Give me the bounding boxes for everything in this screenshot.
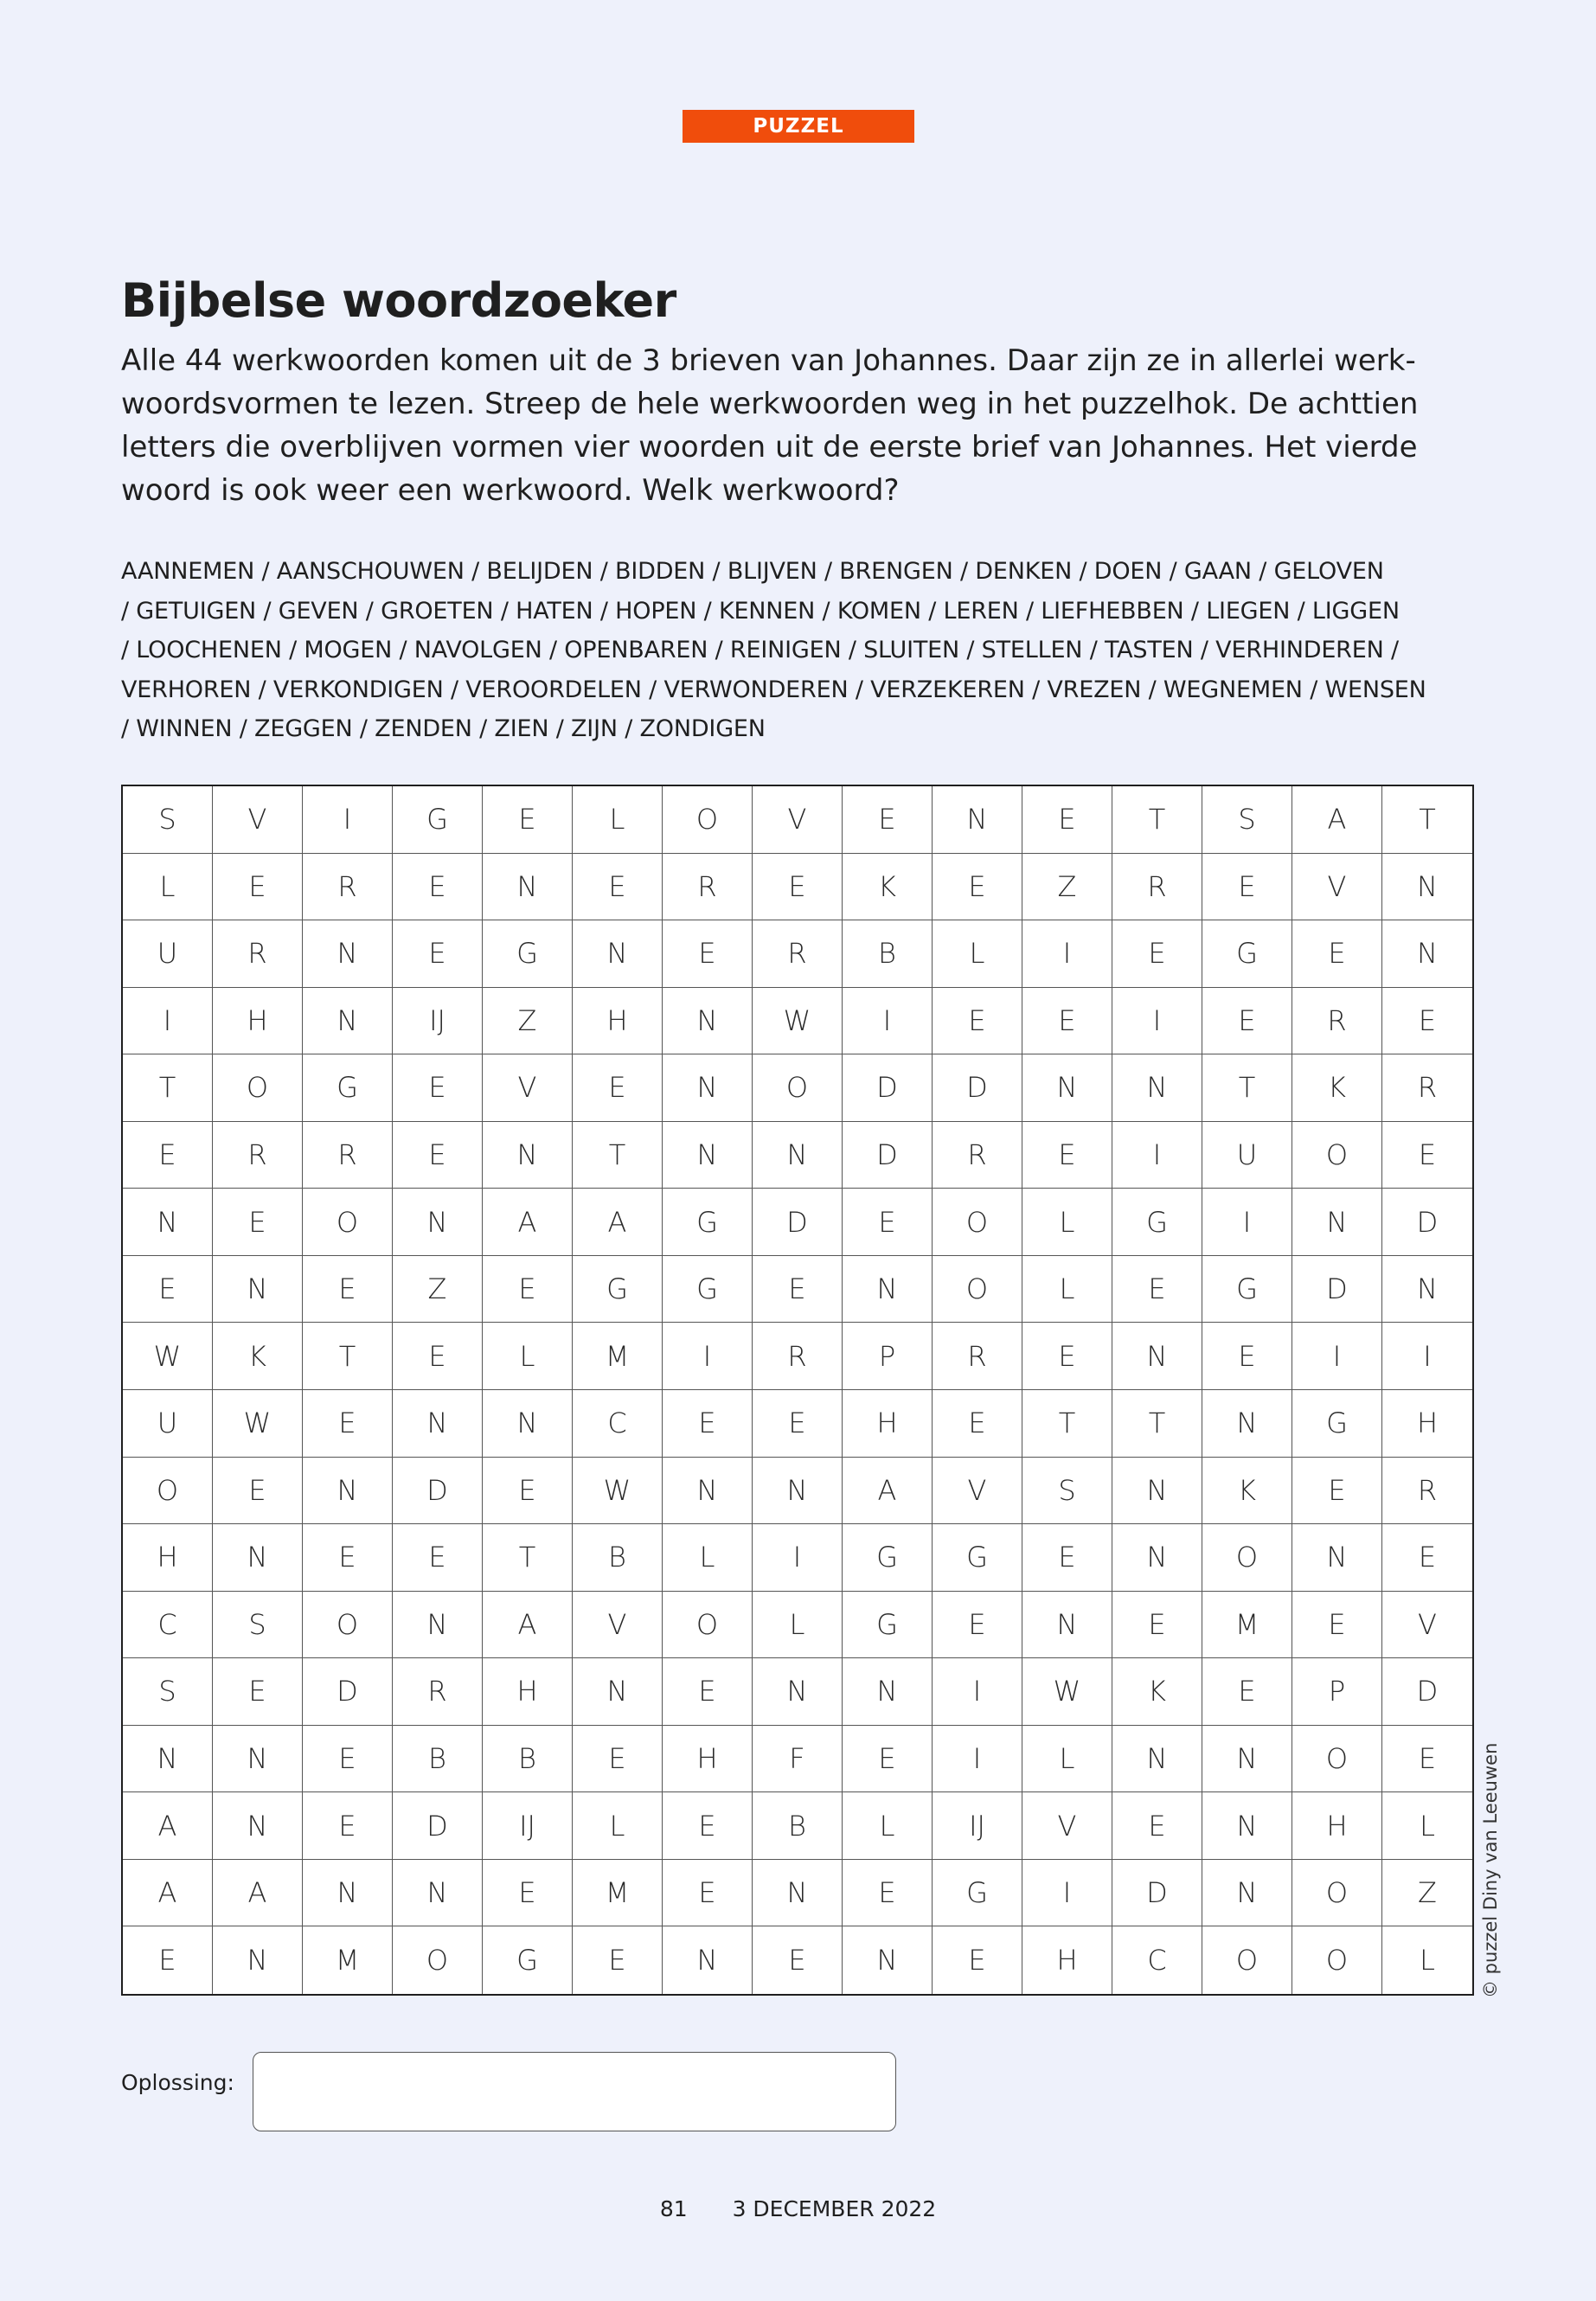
grid-cell[interactable]: N — [213, 1726, 303, 1793]
grid-cell[interactable]: V — [1022, 1792, 1112, 1860]
grid-cell[interactable]: N — [1112, 1323, 1202, 1390]
grid-cell[interactable]: E — [933, 854, 1022, 921]
grid-cell[interactable]: E — [123, 1926, 213, 1994]
grid-cell[interactable]: E — [393, 1122, 483, 1189]
grid-cell[interactable]: C — [123, 1592, 213, 1659]
grid-cell[interactable]: G — [483, 920, 573, 988]
grid-cell[interactable]: O — [303, 1592, 393, 1659]
grid-cell[interactable]: V — [483, 1054, 573, 1122]
grid-cell[interactable]: D — [843, 1054, 933, 1122]
grid-cell[interactable]: E — [213, 1458, 303, 1525]
grid-cell[interactable]: H — [1382, 1390, 1472, 1458]
grid-cell[interactable]: E — [1292, 920, 1382, 988]
grid-cell[interactable]: R — [753, 920, 843, 988]
grid-cell[interactable]: E — [123, 1256, 213, 1324]
grid-cell[interactable]: E — [1112, 920, 1202, 988]
puzzle-credit: © puzzel Diny van Leeuwen — [1480, 1742, 1501, 1998]
word-list-line: / LOOCHENEN / MOGEN / NAVOLGEN / OPENBAREN / REINIGEN / SLUITEN / STELLEN / TASTEN / VERHINDEREN / — [121, 637, 1399, 663]
grid-cell[interactable]: E — [1022, 786, 1112, 854]
grid-cell[interactable]: D — [393, 1792, 483, 1860]
grid-cell[interactable]: G — [933, 1524, 1022, 1592]
grid-cell[interactable]: O — [393, 1926, 483, 1994]
grid-cell[interactable]: B — [573, 1524, 663, 1592]
grid-cell[interactable]: N — [663, 988, 753, 1055]
grid-cell[interactable]: E — [843, 1726, 933, 1793]
grid-cell[interactable]: O — [123, 1458, 213, 1525]
grid-cell[interactable]: N — [393, 1860, 483, 1927]
grid-cell[interactable]: N — [303, 1458, 393, 1525]
grid-cell[interactable]: E — [303, 1726, 393, 1793]
grid-cell[interactable]: I — [1292, 1323, 1382, 1390]
grid-cell[interactable]: W — [753, 988, 843, 1055]
grid-cell[interactable]: E — [1022, 1122, 1112, 1189]
grid-cell[interactable]: G — [933, 1860, 1022, 1927]
grid-cell[interactable]: E — [393, 1323, 483, 1390]
grid-cell[interactable]: R — [933, 1122, 1022, 1189]
grid-cell[interactable]: L — [1022, 1726, 1112, 1793]
grid-cell[interactable]: N — [483, 854, 573, 921]
grid-cell[interactable]: L — [753, 1592, 843, 1659]
grid-cell[interactable]: IJ — [393, 988, 483, 1055]
grid-cell[interactable]: E — [303, 1256, 393, 1324]
grid-cell[interactable]: R — [1382, 1054, 1472, 1122]
grid-cell[interactable]: E — [573, 854, 663, 921]
grid-cell[interactable]: E — [1202, 988, 1292, 1055]
grid-cell[interactable]: O — [1292, 1860, 1382, 1927]
grid-cell[interactable]: T — [303, 1323, 393, 1390]
grid-cell[interactable]: E — [753, 854, 843, 921]
grid-cell[interactable]: E — [483, 1256, 573, 1324]
page-number: 81 — [659, 2196, 688, 2221]
grid-cell[interactable]: E — [1382, 988, 1472, 1055]
page-title: Bijbelse woordzoeker — [121, 273, 676, 328]
grid-cell[interactable]: N — [663, 1054, 753, 1122]
grid-cell[interactable]: D — [1382, 1189, 1472, 1256]
grid-cell[interactable]: W — [1022, 1658, 1112, 1726]
grid-cell[interactable]: O — [1202, 1524, 1292, 1592]
grid-cell[interactable]: D — [843, 1122, 933, 1189]
grid-cell[interactable]: E — [483, 786, 573, 854]
grid-cell[interactable]: I — [123, 988, 213, 1055]
grid-cell[interactable]: B — [483, 1726, 573, 1793]
grid-cell[interactable]: I — [753, 1524, 843, 1592]
grid-cell[interactable]: I — [933, 1658, 1022, 1726]
grid-cell[interactable]: H — [483, 1658, 573, 1726]
grid-cell[interactable]: C — [1112, 1926, 1202, 1994]
grid-cell[interactable]: G — [843, 1524, 933, 1592]
grid-cell[interactable]: E — [303, 1390, 393, 1458]
grid-cell[interactable]: N — [303, 988, 393, 1055]
grid-cell[interactable]: O — [1202, 1926, 1292, 1994]
grid-cell[interactable]: G — [1292, 1390, 1382, 1458]
grid-cell[interactable]: O — [303, 1189, 393, 1256]
grid-cell[interactable]: R — [663, 854, 753, 921]
grid-cell[interactable]: F — [753, 1726, 843, 1793]
grid-cell[interactable]: T — [1382, 786, 1472, 854]
grid-cell[interactable]: E — [933, 1592, 1022, 1659]
grid-cell[interactable]: W — [573, 1458, 663, 1525]
grid-cell[interactable]: IJ — [933, 1792, 1022, 1860]
grid-cell[interactable]: R — [753, 1323, 843, 1390]
grid-cell[interactable]: E — [573, 1726, 663, 1793]
grid-cell[interactable]: IJ — [483, 1792, 573, 1860]
grid-cell[interactable]: K — [1112, 1658, 1202, 1726]
grid-cell[interactable]: U — [123, 1390, 213, 1458]
grid-cell[interactable]: T — [1022, 1390, 1112, 1458]
grid-cell[interactable]: N — [1292, 1524, 1382, 1592]
grid-cell[interactable]: R — [303, 1122, 393, 1189]
grid-cell[interactable]: G — [663, 1256, 753, 1324]
grid-cell[interactable]: N — [1112, 1458, 1202, 1525]
grid-cell[interactable]: E — [1202, 1323, 1292, 1390]
grid-cell[interactable]: H — [1022, 1926, 1112, 1994]
grid-cell[interactable]: E — [573, 1054, 663, 1122]
grid-cell[interactable]: B — [843, 920, 933, 988]
grid-cell[interactable]: R — [213, 920, 303, 988]
grid-cell[interactable]: S — [123, 1658, 213, 1726]
grid-cell[interactable]: A — [1292, 786, 1382, 854]
grid-cell[interactable]: N — [753, 1658, 843, 1726]
grid-cell[interactable]: S — [123, 786, 213, 854]
intro-text — [121, 339, 1488, 512]
grid-cell[interactable]: I — [1202, 1189, 1292, 1256]
grid-cell[interactable]: N — [1112, 1524, 1202, 1592]
grid-cell[interactable]: N — [393, 1189, 483, 1256]
grid-cell[interactable]: V — [573, 1592, 663, 1659]
grid-cell[interactable]: E — [303, 1524, 393, 1592]
word-list-line: / WINNEN / ZEGGEN / ZENDEN / ZIEN / ZIJN / ZONDIGEN — [121, 715, 766, 742]
grid-cell[interactable]: N — [213, 1524, 303, 1592]
issue-date: 3 DECEMBER 2022 — [732, 2196, 937, 2221]
grid-cell[interactable]: S — [213, 1592, 303, 1659]
grid-cell[interactable]: G — [1202, 920, 1292, 988]
grid-cell[interactable]: L — [1420, 1944, 1435, 1977]
grid-cell[interactable]: I — [843, 988, 933, 1055]
grid-cell[interactable]: G — [303, 1054, 393, 1122]
grid-cell[interactable]: O — [213, 1054, 303, 1122]
grid-cell[interactable]: T — [573, 1122, 663, 1189]
word-list-line: / GETUIGEN / GEVEN / GROETEN / HATEN / HOPEN / KENNEN / KOMEN / LEREN / LIEFHEBBEN / LIEGEN / LIGGEN — [121, 597, 1400, 625]
grid-cell[interactable]: E — [933, 1390, 1022, 1458]
grid-cell[interactable]: N — [843, 1256, 933, 1324]
grid-cell[interactable]: E — [1292, 1592, 1382, 1659]
grid-cell[interactable]: B — [393, 1726, 483, 1793]
grid-cell[interactable]: A — [213, 1860, 303, 1927]
grid-cell[interactable]: T — [1112, 786, 1202, 854]
grid-cell[interactable]: E — [663, 1860, 753, 1927]
grid-cell[interactable]: E — [663, 1792, 753, 1860]
grid-cell[interactable]: E — [933, 1926, 1022, 1994]
grid-cell[interactable]: G — [393, 786, 483, 854]
grid-cell[interactable]: E — [663, 1390, 753, 1458]
intro-line: woord is ook weer een werkwoord. Welk werkwoord? — [121, 473, 900, 508]
grid-cell[interactable]: E — [1022, 988, 1112, 1055]
grid-cell[interactable]: I — [1022, 1860, 1112, 1927]
grid-cell[interactable]: E — [753, 1926, 843, 1994]
grid-cell[interactable]: R — [1292, 988, 1382, 1055]
grid-cell[interactable]: N — [1022, 1054, 1112, 1122]
grid-cell[interactable]: L — [933, 920, 1022, 988]
word-search-grid[interactable] — [121, 785, 1474, 1996]
grid-cell[interactable]: M — [573, 1860, 663, 1927]
grid-cell[interactable]: E — [303, 1792, 393, 1860]
grid-cell[interactable]: L — [1022, 1189, 1112, 1256]
grid-cell[interactable]: P — [1292, 1658, 1382, 1726]
grid-cell[interactable]: R — [933, 1323, 1022, 1390]
grid-cell[interactable]: O — [1292, 1726, 1382, 1793]
grid-cell[interactable]: G — [1202, 1256, 1292, 1324]
grid-cell[interactable]: N — [843, 1658, 933, 1726]
grid-cell[interactable]: V — [1292, 854, 1382, 921]
grid-cell[interactable]: G — [663, 1189, 753, 1256]
grid-cell[interactable]: N — [483, 1122, 573, 1189]
grid-cell[interactable]: E — [483, 1860, 573, 1927]
grid-cell[interactable]: E — [483, 1458, 573, 1525]
intro-line: Alle 44 werkwoorden komen uit de 3 brieven van Johannes. Daar zijn ze in allerlei werk- — [121, 343, 1416, 378]
grid-cell[interactable]: L — [483, 1323, 573, 1390]
grid-cell[interactable]: I — [933, 1726, 1022, 1793]
page-footer — [0, 2196, 1596, 2221]
grid-cell[interactable]: N — [1202, 1860, 1292, 1927]
grid-cell[interactable]: G — [843, 1592, 933, 1659]
grid-cell[interactable]: N — [573, 920, 663, 988]
grid-cell[interactable]: L — [573, 786, 663, 854]
word-list-line: AANNEMEN / AANSCHOUWEN / BELIJDEN / BIDDEN / BLIJVEN / BRENGEN / DENKEN / DOEN / GAAN / GELOVEN — [121, 558, 1384, 585]
grid-cell[interactable]: A — [123, 1792, 213, 1860]
grid-cell[interactable]: N — [1112, 1054, 1202, 1122]
grid-cell[interactable]: U — [123, 920, 213, 988]
grid-cell[interactable]: L — [573, 1792, 663, 1860]
grid-cell[interactable]: N — [1382, 920, 1472, 988]
grid-cell[interactable]: L — [663, 1524, 753, 1592]
grid-cell[interactable]: A — [573, 1189, 663, 1256]
grid-cell[interactable]: R — [303, 854, 393, 921]
grid-cell[interactable]: D — [303, 1658, 393, 1726]
grid-cell[interactable]: N — [753, 1122, 843, 1189]
grid-cell[interactable]: A — [123, 1860, 213, 1927]
grid-cell[interactable]: E — [393, 1524, 483, 1592]
grid-cell[interactable]: V — [753, 786, 843, 854]
grid-cell[interactable]: H — [1292, 1792, 1382, 1860]
grid-cell[interactable]: E — [1292, 1458, 1382, 1525]
word-list — [121, 552, 1492, 749]
grid-cell[interactable]: N — [1112, 1726, 1202, 1793]
grid-cell[interactable]: E — [843, 1189, 933, 1256]
grid-cell[interactable]: E — [1022, 1524, 1112, 1592]
grid-cell[interactable]: E — [753, 1256, 843, 1324]
grid-cell[interactable]: E — [663, 1658, 753, 1726]
grid-cell[interactable]: N — [393, 1390, 483, 1458]
grid-cell[interactable]: N — [123, 1726, 213, 1793]
grid-cell[interactable]: L — [1022, 1256, 1112, 1324]
grid-cell[interactable]: N — [1292, 1189, 1382, 1256]
grid-cell[interactable]: N — [753, 1458, 843, 1525]
grid-cell[interactable]: L — [843, 1792, 933, 1860]
grid-cell[interactable]: O — [753, 1054, 843, 1122]
grid-cell[interactable]: T — [1112, 1390, 1202, 1458]
grid-cell[interactable]: G — [483, 1926, 573, 1994]
grid-cell[interactable]: R — [393, 1658, 483, 1726]
grid-cell[interactable]: H — [123, 1524, 213, 1592]
grid-cell[interactable]: R — [1112, 854, 1202, 921]
grid-cell[interactable]: C — [573, 1390, 663, 1458]
grid-cell[interactable]: O — [1292, 1122, 1382, 1189]
grid-cell[interactable]: E — [1382, 1122, 1472, 1189]
grid-cell[interactable]: N — [213, 1256, 303, 1324]
grid-cell[interactable]: D — [933, 1054, 1022, 1122]
grid-cell[interactable]: A — [483, 1592, 573, 1659]
grid-cell[interactable]: I — [1112, 1122, 1202, 1189]
grid-cell[interactable]: O — [1292, 1926, 1382, 1994]
grid-cell[interactable]: D — [1292, 1256, 1382, 1324]
grid-cell[interactable]: T — [1202, 1054, 1292, 1122]
grid-cell[interactable]: E — [843, 786, 933, 854]
grid-cell[interactable]: L — [123, 854, 213, 921]
grid-cell[interactable]: W — [213, 1390, 303, 1458]
grid-cell[interactable]: E — [1382, 1726, 1472, 1793]
grid-cell[interactable]: O — [663, 786, 753, 854]
grid-cell[interactable]: I — [303, 786, 393, 854]
grid-cell[interactable]: R — [1382, 1458, 1472, 1525]
grid-cell[interactable]: P — [843, 1323, 933, 1390]
grid-cell[interactable]: E — [843, 1860, 933, 1927]
grid-cell[interactable]: N — [663, 1122, 753, 1189]
grid-cell[interactable]: E — [213, 1658, 303, 1726]
grid-cell[interactable]: Z — [1382, 1860, 1472, 1927]
grid-cell[interactable]: U — [1202, 1122, 1292, 1189]
grid-cell[interactable]: N — [753, 1860, 843, 1927]
grid-cell[interactable]: Z — [1022, 854, 1112, 921]
grid-cell[interactable]: E — [1112, 1256, 1202, 1324]
grid-cell[interactable]: E — [663, 920, 753, 988]
grid-cell[interactable]: N — [303, 1860, 393, 1927]
grid-cell[interactable]: N — [213, 1792, 303, 1860]
intro-line: woordsvormen te lezen. Streep de hele werkwoorden weg in het puzzelhok. De achttien — [121, 387, 1419, 421]
grid-cell[interactable]: E — [1112, 1792, 1202, 1860]
grid-cell[interactable]: K — [1202, 1458, 1292, 1525]
grid-cell[interactable]: N — [933, 786, 1022, 854]
grid-cell[interactable]: D — [753, 1189, 843, 1256]
grid-cell[interactable]: O — [933, 1256, 1022, 1324]
grid-cell[interactable]: E — [393, 1054, 483, 1122]
grid-cell[interactable]: N — [1202, 1390, 1292, 1458]
grid-cell[interactable]: I — [1112, 988, 1202, 1055]
grid-cell[interactable]: N — [483, 1390, 573, 1458]
grid-cell[interactable]: G — [1112, 1189, 1202, 1256]
grid-cell[interactable]: N — [1382, 1256, 1472, 1324]
grid-cell[interactable]: E — [1112, 1592, 1202, 1659]
grid-cell[interactable]: S — [1022, 1458, 1112, 1525]
grid-cell[interactable]: M — [1202, 1592, 1292, 1659]
grid-cell[interactable]: E — [1022, 1323, 1112, 1390]
grid-cell[interactable]: V — [1382, 1592, 1472, 1659]
grid-cell[interactable]: D — [1112, 1860, 1202, 1927]
section-tag: PUZZEL — [683, 110, 914, 143]
grid-cell[interactable]: I — [1382, 1323, 1472, 1390]
grid-cell[interactable]: H — [663, 1726, 753, 1793]
grid-cell[interactable]: N — [1202, 1792, 1292, 1860]
grid-cell[interactable]: E — [393, 920, 483, 988]
grid-cell[interactable]: R — [213, 1122, 303, 1189]
solution-label: Oplossing: — [121, 2070, 234, 2095]
grid-cell[interactable]: N — [123, 1189, 213, 1256]
grid-cell[interactable]: V — [933, 1458, 1022, 1525]
grid-cell[interactable]: Z — [393, 1256, 483, 1324]
grid-cell[interactable]: M — [573, 1323, 663, 1390]
grid-cell[interactable]: B — [753, 1792, 843, 1860]
grid-cell[interactable]: K — [213, 1323, 303, 1390]
grid-cell[interactable]: N — [663, 1926, 753, 1994]
grid-cell[interactable]: A — [843, 1458, 933, 1525]
grid-cell[interactable]: E — [753, 1390, 843, 1458]
grid-cell[interactable]: E — [1382, 1524, 1472, 1592]
grid-cell[interactable]: H — [213, 988, 303, 1055]
grid-cell[interactable]: N — [663, 1458, 753, 1525]
grid-cell[interactable]: V — [213, 786, 303, 854]
grid-cell[interactable]: D — [393, 1458, 483, 1525]
grid-cell[interactable]: O — [663, 1592, 753, 1659]
grid-cell[interactable]: Z — [483, 988, 573, 1055]
grid-cell[interactable]: T — [123, 1054, 213, 1122]
grid-cell[interactable]: D — [1382, 1658, 1472, 1726]
grid-cell[interactable]: N — [303, 920, 393, 988]
grid-cell[interactable]: W — [123, 1323, 213, 1390]
grid-cell[interactable]: E — [393, 854, 483, 921]
grid-cell[interactable]: H — [573, 988, 663, 1055]
grid-cell[interactable]: I — [1022, 920, 1112, 988]
grid-cell[interactable]: E — [1202, 854, 1292, 921]
grid-cell[interactable]: E — [1202, 1658, 1292, 1726]
grid-cell[interactable]: O — [933, 1189, 1022, 1256]
grid-cell[interactable]: M — [303, 1926, 393, 1994]
grid-cell[interactable]: N — [1202, 1726, 1292, 1793]
grid-cell[interactable]: H — [843, 1390, 933, 1458]
grid-cell[interactable]: E — [933, 988, 1022, 1055]
intro-line: letters die overblijven vormen vier woorden uit de eerste brief van Johannes. Het vierde — [121, 430, 1418, 465]
grid-cell[interactable]: K — [843, 854, 933, 921]
grid-cell[interactable]: S — [1202, 786, 1292, 854]
grid-cell[interactable]: E — [213, 1189, 303, 1256]
grid-cell[interactable]: N — [213, 1926, 303, 1994]
grid-cell[interactable]: N — [573, 1658, 663, 1726]
grid-cell[interactable]: T — [483, 1524, 573, 1592]
grid-cell[interactable]: I — [663, 1323, 753, 1390]
grid-cell[interactable]: E — [573, 1926, 663, 1994]
solution-input[interactable] — [253, 2052, 896, 2131]
grid-cell[interactable]: A — [483, 1189, 573, 1256]
word-list-line: VERHOREN / VERKONDIGEN / VEROORDELEN / VERWONDEREN / VERZEKEREN / VREZEN / WEGNEMEN / WENSEN — [121, 676, 1426, 703]
grid-cell[interactable]: N — [1382, 854, 1472, 921]
grid-cell[interactable]: E — [213, 854, 303, 921]
grid-cell[interactable]: N — [393, 1592, 483, 1659]
grid-cell[interactable]: N — [843, 1926, 933, 1994]
grid-cell[interactable]: N — [1022, 1592, 1112, 1659]
grid-cell[interactable]: G — [573, 1256, 663, 1324]
grid-cell[interactable]: K — [1292, 1054, 1382, 1122]
grid-cell[interactable]: E — [123, 1122, 213, 1189]
grid-cell[interactable]: L — [1382, 1792, 1472, 1860]
